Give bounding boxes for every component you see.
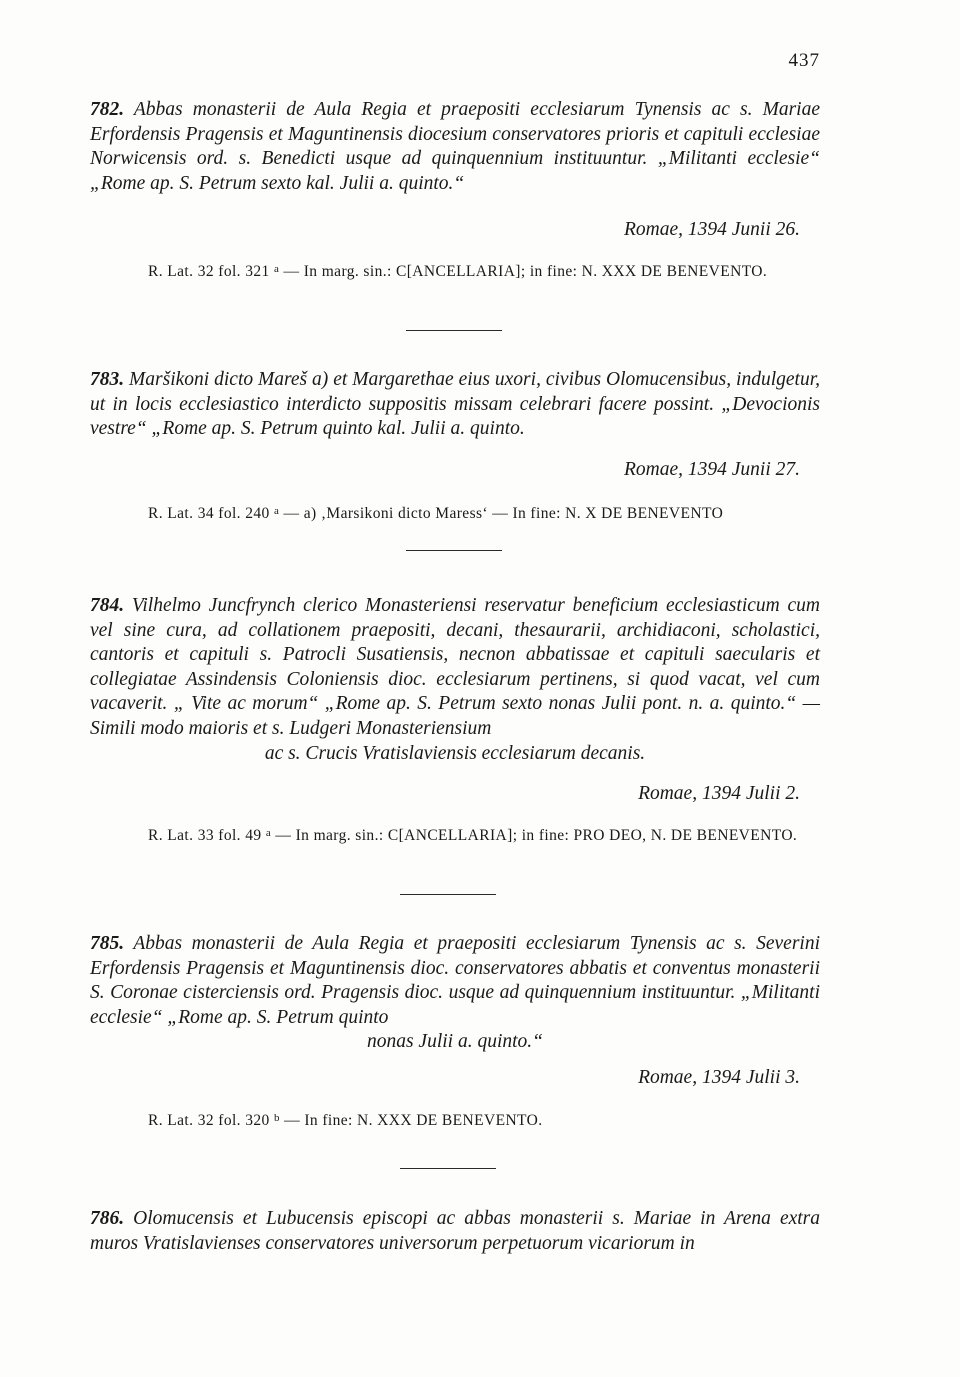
reference-note: — a) ‚Marsikoni dicto Maress‘ — In fine: N. X DE BENEVENTO xyxy=(283,505,724,522)
page-number: 437 xyxy=(788,50,820,71)
entry-body-last-line: nonas Julii a. quinto.“ xyxy=(366,1031,544,1053)
section-divider xyxy=(400,1168,496,1169)
entry-body: Olomucensis et Lubucensis episcopi ac abbas monasterii s. Mariae in Arena extra muros Vratislavienses conservatores universorum perpetuorum vicariorum in xyxy=(90,1208,821,1254)
entry-782-reference xyxy=(90,258,820,283)
entry-786-text xyxy=(90,1207,820,1256)
entry-783-reference xyxy=(90,500,820,525)
entry-783-date: Romae, 1394 Junii 27. xyxy=(623,459,800,480)
entry-number: 786. xyxy=(90,1208,125,1229)
reference-source: R. Lat. 32 fol. 321 xyxy=(148,263,270,280)
entry-784-date: Romae, 1394 Julii 2. xyxy=(638,783,800,804)
reference-source: R. Lat. 33 fol. 49 xyxy=(148,827,262,844)
reference-note: — In marg. sin.: C[ANCELLARIA]; in fine: PRO DEO, N. DE BENEVENTO. xyxy=(275,827,798,844)
reference-superscript: b xyxy=(273,1112,280,1124)
entry-785-reference xyxy=(90,1107,820,1132)
entry-body: Abbas monasterii de Aula Regia et praepositi ecclesiarum Tynensis ac s. Mariae Erfordensis Pragensis et Maguntinensis diocesium conservatores prioris et capituli ecclesiae Norwicensis ord. s. Benedicti usque ad quinquennium instituuntur. „Militanti ecclesie“ „Rome ap. S. Petrum sexto kal. Julii a. quinto.“ xyxy=(90,99,821,194)
section-divider xyxy=(406,550,502,551)
reference-source: R. Lat. 34 fol. 240 xyxy=(148,505,270,522)
entry-784-reference xyxy=(90,822,820,847)
section-divider xyxy=(406,330,502,331)
entry-784-text xyxy=(90,594,820,766)
entry-body: Abbas monasterii de Aula Regia et praepositi ecclesiarum Tynensis ac s. Severini Erfordensis Pragensis et Maguntinensis dioc. conservatores abbatis et conventus monasterii S. Coronae cisterciensis ord. Pragensis dioc. usque ad quinquennium instituuntur. „Militanti ecclesie“ „Rome ap. S. Petrum quinto xyxy=(90,933,820,1028)
entry-number: 783. xyxy=(90,369,125,390)
reference-note: — In marg. sin.: C[ANCELLARIA]; in fine: N. XXX DE BENEVENTO. xyxy=(283,263,768,280)
entry-number: 785. xyxy=(90,933,125,954)
reference-superscript: a xyxy=(265,827,272,839)
reference-superscript: a xyxy=(273,505,280,517)
entry-number: 782. xyxy=(90,99,125,120)
section-divider xyxy=(400,894,496,895)
entry-783-text xyxy=(90,368,820,442)
entry-body-last-line: ac s. Crucis Vratislaviensis ecclesiarum decanis. xyxy=(264,742,646,764)
entry-number: 784. xyxy=(90,595,125,616)
reference-superscript: a xyxy=(273,263,280,275)
entry-785-text xyxy=(90,932,820,1055)
reference-source: R. Lat. 32 fol. 320 xyxy=(148,1112,270,1129)
entry-782-text xyxy=(90,98,820,196)
entry-body: Vilhelmo Juncfrynch clerico Monasteriensi reservatur beneficium ecclesiasticum cum vel sine cura, ad collationem praepositi, decani, thesaurarii, archidiaconi, scholastici, cantoris et capituli s. Patrocli Susatiensis, necnon abbatissae et capituli saecularis et collegiatae Assindensis Coloniensis dioc. ecclesiarum pertinens, si quod vacat, vel cum vacaverit. „ Vite ac morum“ „Rome ap. S. Petrum sexto nonas Julii pont. n. a. quinto.“ — Simili modo maioris et s. Ludgeri Monasteriensium xyxy=(90,595,820,739)
entry-782-date: Romae, 1394 Junii 26. xyxy=(623,219,800,240)
reference-note: — In fine: N. XXX DE BENEVENTO. xyxy=(284,1112,543,1129)
entry-785-date: Romae, 1394 Julii 3. xyxy=(638,1067,800,1088)
entry-body: Maršikoni dicto Mareš a) et Margarethae eius uxori, civibus Olomucensibus, indulgetur, ut in locis ecclesiastico interdicto suppositis missam celebrari facere possint. „Devocionis vestre“ „Rome ap. S. Petrum quinto kal. Julii a. quinto. xyxy=(90,369,820,440)
